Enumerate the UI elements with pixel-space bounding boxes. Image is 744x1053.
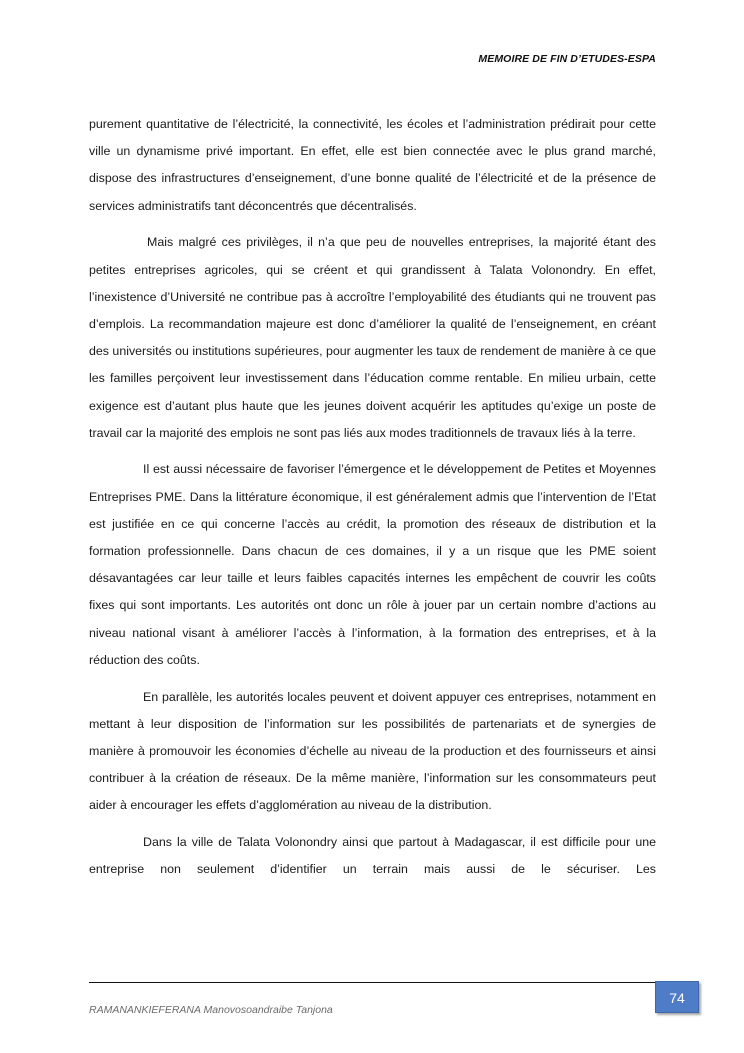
paragraph-2: Mais malgré ces privilèges, il n’a que peu de nouvelles entreprises, la majorité étant des petites entreprises agricoles, qui se créent et qui grandissent à Talata Volonondry. En effet, l’inexistence d’Université ne contribue pas à accroître l’employabilité des étudiants qui ne trouvent pas d’emplois. La recommandation majeure est donc d’améliorer la qualité de l’enseignement, en créant des universités ou institutions supérieures, pour augmenter les taux de rendement de manière à ce que les familles perçoivent leur investissement dans l’éducation comme rentable. En milieu urbain, cette exigence est d’autant plus haute que les jeunes doivent acquérir les aptitudes qu’exige un poste de travail car la majorité des emplois ne sont pas liés aux modes traditionnels de travaux liés à la terre. bbox=[89, 235, 656, 440]
page-number-badge: 74 bbox=[655, 981, 699, 1013]
paragraph-1: purement quantitative de l’électricité, la connectivité, les écoles et l’administration prédirait pour cette ville un dynamisme privé important. En effet, elle est bien connectée avec le plus grand marché, dispose des infrastructures d’enseignement, d’une bonne qualité de l’électricité et de la présence de services administratifs tant déconcentrés que décentralisés. bbox=[89, 117, 656, 213]
footer-divider bbox=[89, 982, 676, 983]
running-header: MEMOIRE DE FIN D’ETUDES-ESPA bbox=[478, 53, 656, 65]
body-text bbox=[89, 111, 656, 893]
paragraph-4: En parallèle, les autorités locales peuvent et doivent appuyer ces entreprises, notamment en mettant à leur disposition de l’information sur les possibilités de partenariats et de synergies de manière à promouvoir les économies d’échelle au niveau de la production et des fournisseurs et ainsi contribuer à la création de réseaux. De la même manière, l’information sur les consommateurs peut aider à encourager les effets d’agglomération au niveau de la distribution. bbox=[89, 689, 656, 813]
footer-author: RAMANANKIEFERANA Manovosoandraibe Tanjona bbox=[89, 1004, 333, 1016]
paragraph-3: Il est aussi nécessaire de favoriser l’émergence et le développement de Petites et Moyennes Entreprises PME. Dans la littérature économique, il est généralement admis que l’intervention de l’Etat est justifiée en ce qui concerne l’accès au crédit, la promotion des réseaux de distribution et la formation professionnelle. Dans chacun de ces domaines, il y a un risque que les PME soient désavantagées car leur taille et leurs faibles capacités internes les empêchent de couvrir les coûts fixes qui sont importants. Les autorités ont donc un rôle à jouer par un certain nombre d’actions au niveau national visant à améliorer l’accès à l’information, à la formation des entreprises, et à la réduction des coûts. bbox=[89, 462, 656, 667]
paragraph-5: Dans la ville de Talata Volonondry ainsi que partout à Madagascar, il est difficile pour une entreprise non seulement d’identifier un terrain mais aussi de le sécuriser. Les bbox=[89, 835, 656, 877]
